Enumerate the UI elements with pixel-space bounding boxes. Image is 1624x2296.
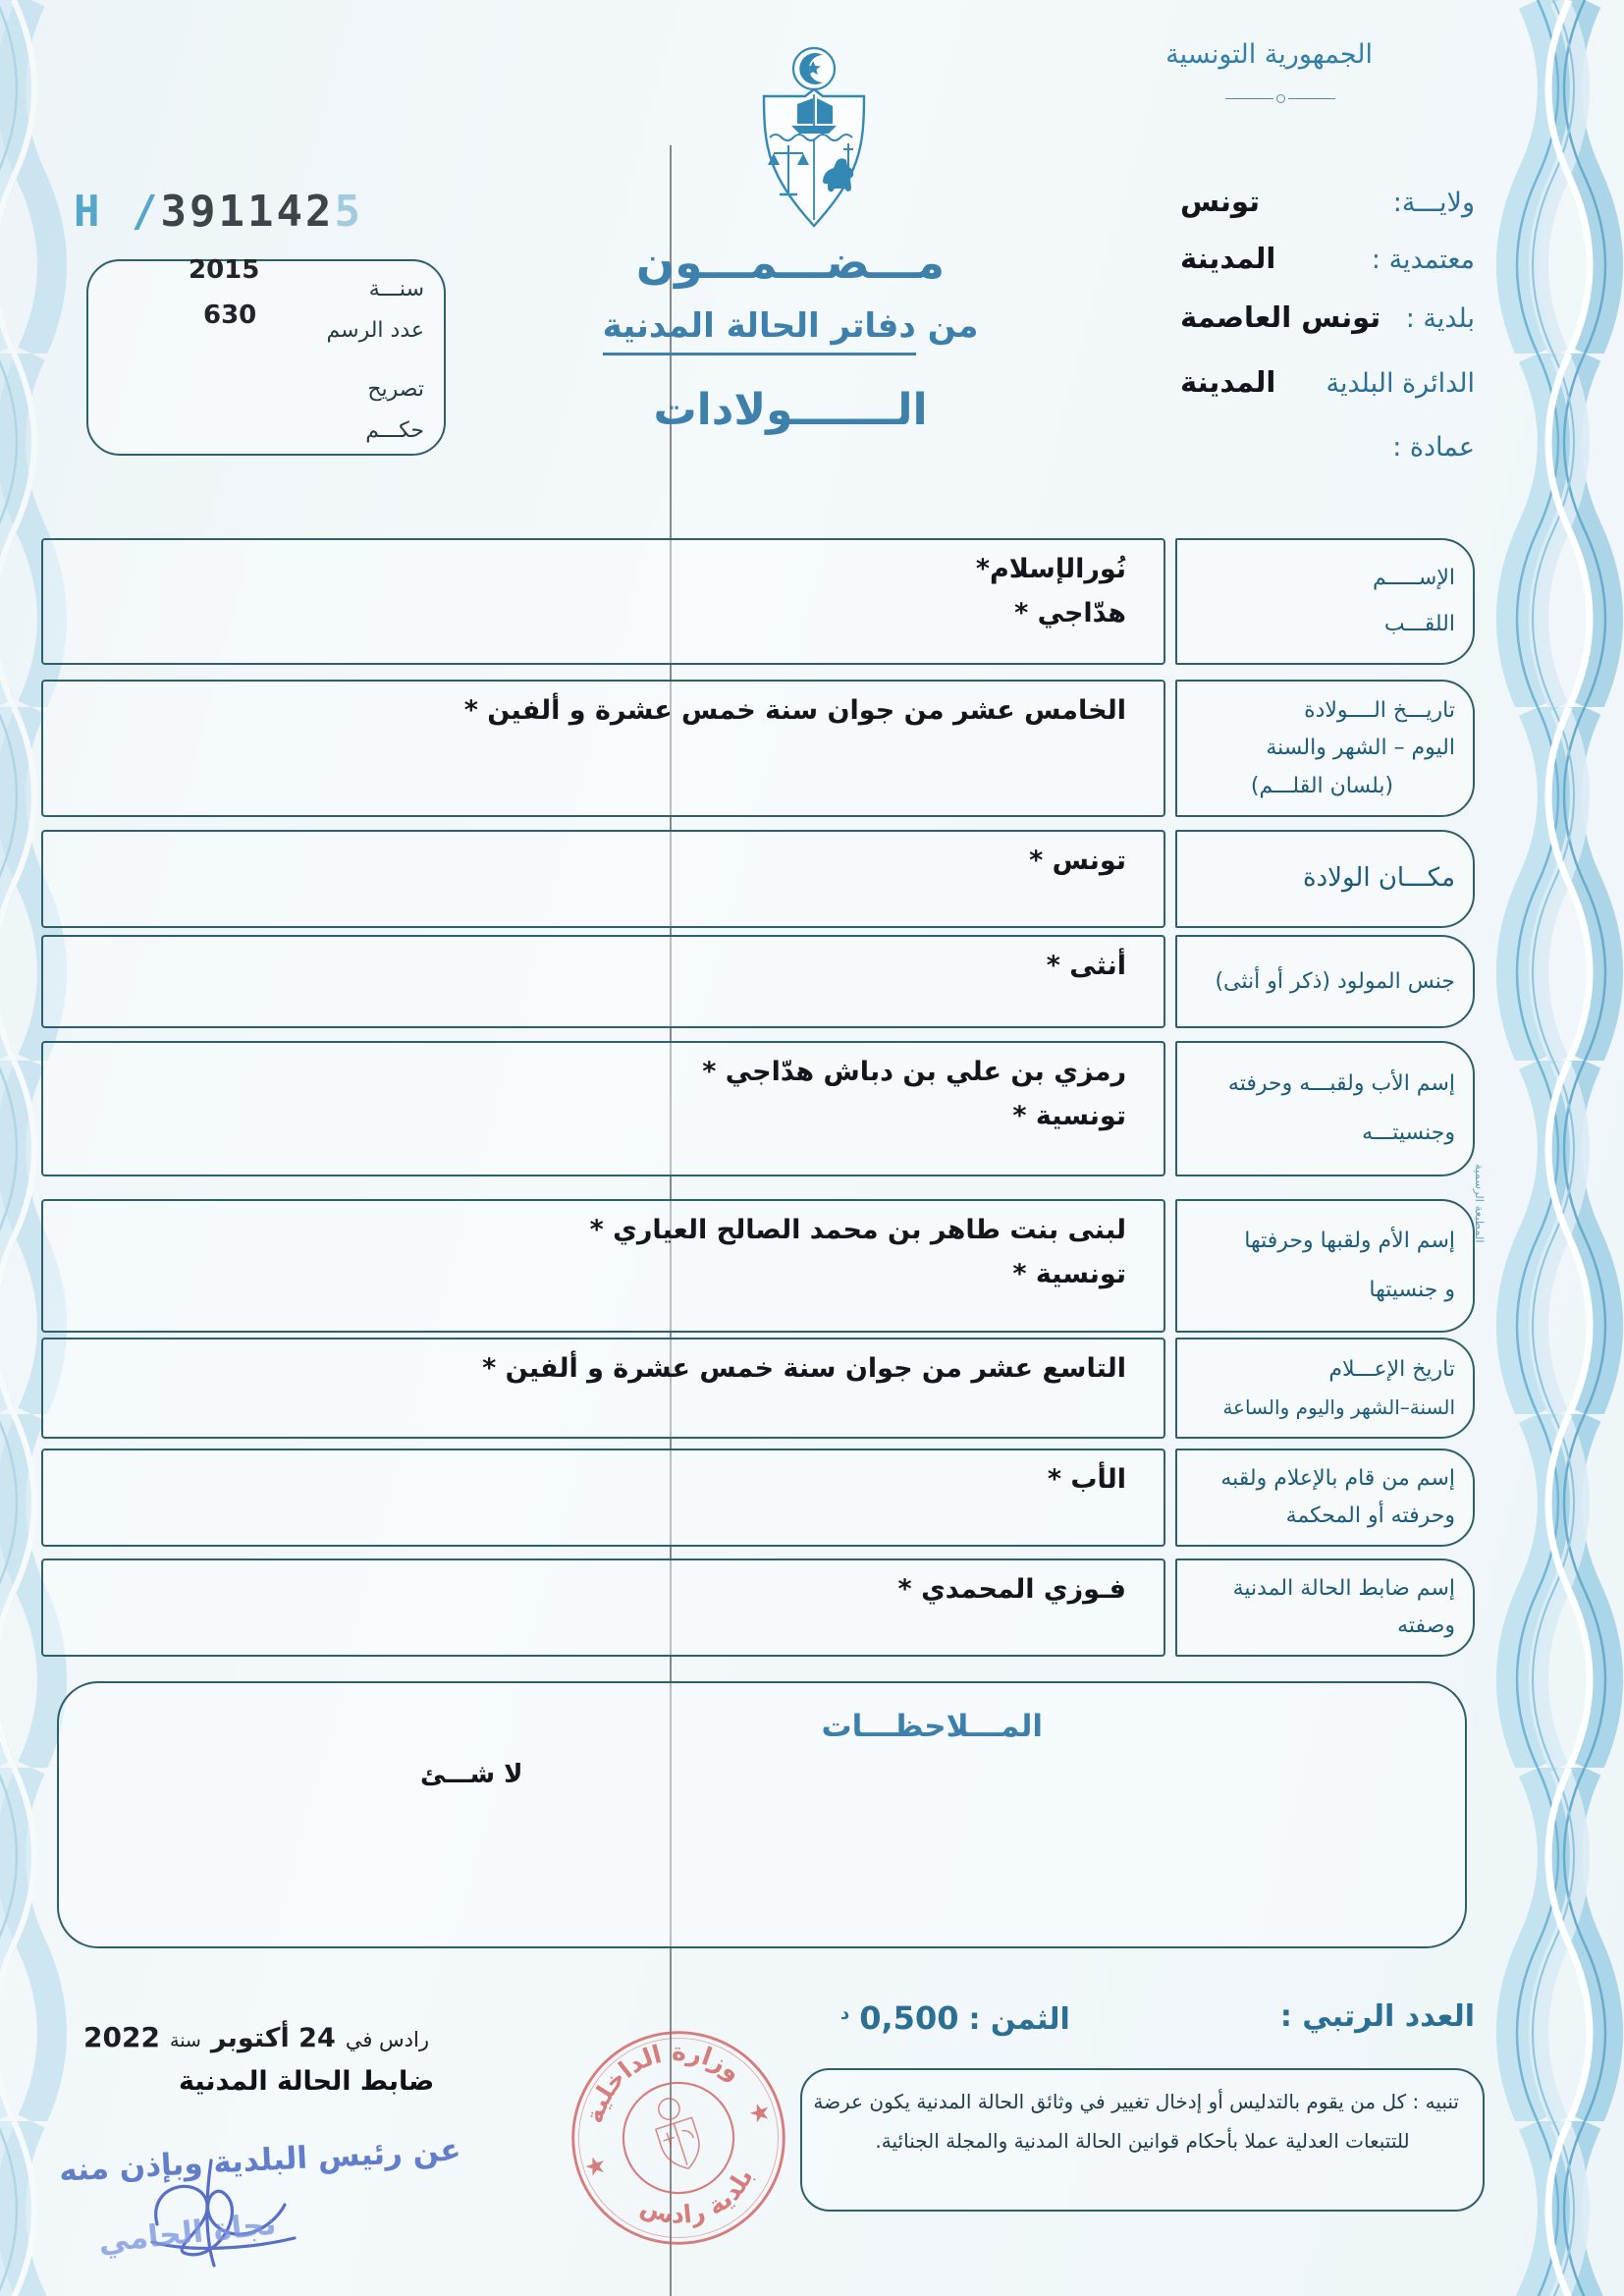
sex-value: أنثى * (1046, 951, 1126, 981)
field-omada (1180, 432, 1475, 463)
printer-note: المطبعة الرسمية (1473, 1164, 1487, 1243)
issue-day-month: 24 أكتوبر (210, 2023, 336, 2053)
price (840, 1999, 1070, 2037)
stamp-star-icon: ★ (744, 2096, 775, 2130)
serial-number (74, 187, 363, 237)
field-label: عمادة : (1392, 432, 1475, 463)
issue-date-line (83, 2021, 429, 2053)
field-value: المدينة (1180, 365, 1276, 399)
row-father-content (41, 1041, 1165, 1176)
field-value: تونس (1180, 185, 1260, 218)
row-officer-label (1175, 1558, 1475, 1657)
warning-line: تنبيه : كل من يقوم بالتدليس أو إدخال تغيير في وثائق الحالة المدنية يكون عرضة (813, 2090, 1459, 2113)
serial-digits: 391142 (160, 187, 335, 237)
row-name-content (41, 538, 1165, 665)
given-name-value: نُورالإسلام* (975, 554, 1126, 584)
judgment-label: حكـــم (365, 418, 424, 443)
row-declarant-content (41, 1449, 1165, 1547)
row-notification-date-content (41, 1338, 1165, 1439)
notes-header: المـــلاحظـــات (821, 1709, 1043, 1744)
title-extract: مـــضـــمـــون (635, 236, 946, 289)
label-line: إسم الأم ولقبها وحرفتها (1244, 1229, 1455, 1254)
row-birthdate-content (41, 680, 1165, 817)
field-label: بلدية : (1405, 303, 1475, 334)
field-municipal-district (1180, 365, 1475, 399)
municipality-red-stamp (535, 1995, 822, 2281)
label-line: و جنسيتها (1369, 1278, 1455, 1303)
field-label: ولايـــة: (1392, 188, 1475, 218)
row-birthplace-label (1175, 830, 1475, 928)
guilloche-border-right (1496, 0, 1624, 2296)
label-line: وحرفته أو المحكمة (1285, 1503, 1455, 1529)
field-label: الدائرة البلدية (1326, 368, 1475, 399)
row-declarant-label (1175, 1449, 1475, 1547)
label-line: إسم ضابط الحالة المدنية (1232, 1576, 1455, 1602)
birthplace-value: تونس * (1029, 846, 1126, 876)
row-officer-content (41, 1558, 1165, 1657)
label-line: تاريخ الإعـــلام (1328, 1357, 1455, 1383)
year-value: 2015 (189, 255, 260, 285)
issue-year: 2022 (83, 2021, 160, 2053)
label-line: وجنسيتـــه (1362, 1121, 1455, 1146)
row-mother-content (41, 1199, 1165, 1333)
label-line: اللقـــب (1383, 612, 1455, 637)
row-name-label (1175, 538, 1475, 665)
notification-date-value: التاسع عشر من جوان سنة خمس عشرة و ألفين * (482, 1353, 1126, 1384)
field-wilaya (1180, 185, 1475, 218)
field-label: معتمدية : (1371, 245, 1475, 275)
father-name-value: رمزي بن علي بن دباش هدّاجي * (702, 1057, 1126, 1087)
republic-title: الجمهورية التونسية (1165, 39, 1373, 70)
year-word: سنة (170, 2030, 201, 2051)
row-father-label (1175, 1041, 1475, 1176)
mother-name-value: لبنى بنت طاهر بن محمد الصالح العياري * (589, 1215, 1126, 1245)
father-nationality-value: تونسية * (1012, 1101, 1126, 1131)
stamp-text-bottom: بلدية رادس (636, 2164, 759, 2230)
label-line: السنة–الشهر واليوم والساعة (1222, 1394, 1455, 1419)
title-births: الـــــــولادات (653, 385, 928, 435)
price-label: الثمن : (968, 2002, 1070, 2037)
year-label: سنـــة (368, 277, 424, 301)
field-delegation (1180, 242, 1475, 275)
signature-name: نجاة الحامي (96, 2206, 278, 2261)
declaration-label: تصريح (367, 377, 424, 402)
act-number-value: 630 (203, 301, 257, 330)
label-line: إسم الأب ولقبـــه وحرفته (1227, 1070, 1455, 1096)
notes-box (57, 1681, 1467, 1948)
label-line: اليوم – الشهر والسنة (1266, 736, 1455, 761)
warning-line: للتتبعات العدلية عملا بأحكام قوانين الحالة المدنية والمجلة الجنائية. (875, 2129, 1410, 2153)
delegation-stamp-text: عن رئيس البلدية وبإذن منه (58, 2132, 462, 2189)
act-number-label: عدد الرسم (326, 318, 424, 343)
notes-content: لا شـــئ (420, 1760, 523, 1789)
republic-divider (1225, 94, 1335, 103)
title-registers: من دفاتر الحالة المدنية (569, 306, 1011, 346)
price-unit: د (840, 2003, 850, 2024)
field-value: المدينة (1180, 242, 1276, 275)
issue-place: رادس في (345, 2028, 429, 2051)
svg-text:وزارة الداخلية (564, 2015, 752, 2134)
serial-prefix: H / (74, 187, 161, 237)
birthdate-value: الخامس عشر من جوان سنة خمس عشرة و ألفين * (463, 695, 1126, 726)
label-line: جنس المولود (ذكر أو أنثى) (1215, 968, 1455, 994)
stamp-star-icon: ★ (580, 2149, 611, 2183)
tunisia-coat-of-arms-icon (754, 45, 874, 232)
row-notification-date-label (1175, 1338, 1475, 1439)
registry-reference-box (86, 255, 446, 456)
label-line: وصفته (1397, 1613, 1455, 1639)
declarant-value: الأب * (1047, 1464, 1126, 1495)
officer-title: ضابط الحالة المدنية (179, 2066, 435, 2097)
label-line: إسم من قام بالإعلام ولقبه (1220, 1466, 1455, 1492)
field-municipality (1180, 301, 1475, 334)
row-birthdate-label (1175, 680, 1475, 817)
label-line: تاريـــخ الــــولادة (1304, 697, 1455, 723)
field-value: تونس العاصمة (1180, 301, 1381, 334)
mother-nationality-value: تونسية * (1012, 1259, 1126, 1289)
ordinal-number-label: العدد الرتبي : (1279, 1999, 1475, 2034)
label-line: الإســـــم (1373, 565, 1455, 590)
label-line: مكـــان الولادة (1302, 863, 1455, 894)
surname-value: هدّاجي * (1014, 598, 1126, 629)
label-line: (بلسان القلـــم) (1250, 773, 1394, 798)
row-sex-content (41, 935, 1165, 1028)
svg-text:بلدية رادس (629, 2158, 767, 2245)
price-value: 0,500 (859, 1999, 959, 2037)
stamp-text-top: وزارة الداخلية (579, 2037, 747, 2127)
row-sex-label (1175, 935, 1475, 1028)
document-title-block (569, 236, 1011, 435)
row-birthplace-content (41, 830, 1165, 928)
serial-last-digit: 5 (334, 187, 363, 237)
officer-name-value: فـوزي المحمدي * (897, 1574, 1126, 1605)
fraud-warning-box (800, 2068, 1485, 2212)
row-mother-label (1175, 1199, 1475, 1333)
